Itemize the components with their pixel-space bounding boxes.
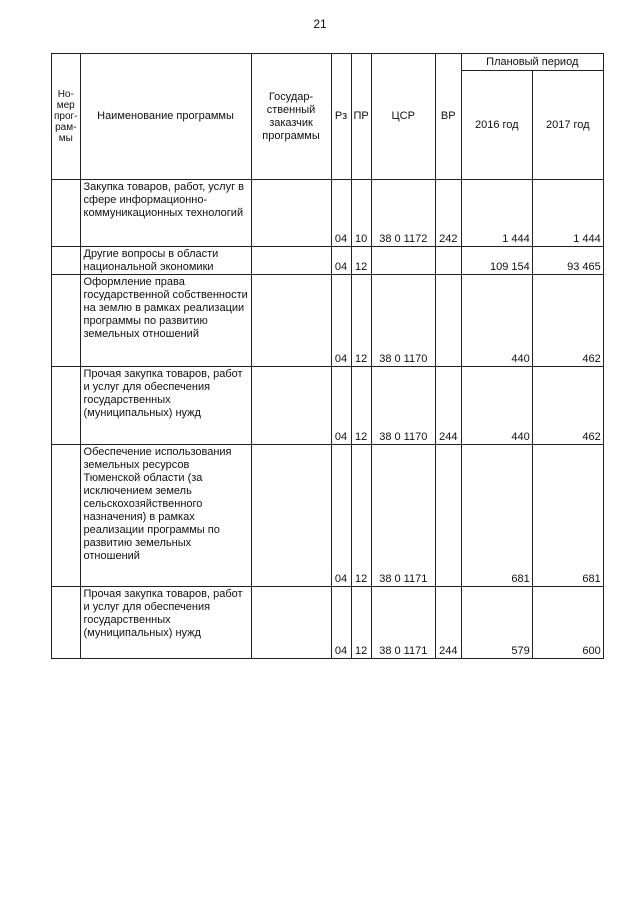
amount-2016: 1 444 <box>461 180 532 247</box>
row-number <box>52 247 81 275</box>
pr-code: 12 <box>351 367 371 445</box>
amount-2016: 681 <box>461 445 532 587</box>
customer <box>251 367 331 445</box>
amount-2016: 440 <box>461 367 532 445</box>
amount-2017: 462 <box>532 275 603 367</box>
rz-code: 04 <box>331 367 351 445</box>
vr-code: 242 <box>435 180 461 247</box>
vr-code: 244 <box>435 587 461 659</box>
rz-code: 04 <box>331 247 351 275</box>
page-number: 21 <box>313 17 327 31</box>
rz-code: 04 <box>331 587 351 659</box>
table-row <box>52 275 604 367</box>
rz-code: 04 <box>331 180 351 247</box>
header-year-2017: 2017 год <box>532 71 603 180</box>
vr-code <box>435 275 461 367</box>
table-row <box>52 367 604 445</box>
amount-2017: 681 <box>532 445 603 587</box>
customer <box>251 587 331 659</box>
csr-code <box>371 247 435 275</box>
amount-2017: 462 <box>532 367 603 445</box>
amount-2016: 440 <box>461 275 532 367</box>
pr-code: 10 <box>351 180 371 247</box>
header-number: Но- мер прог- рам- мы <box>52 54 81 180</box>
header-csr: ЦСР <box>371 54 435 180</box>
program-name: Оформление права государственной собственности на землю в рамках реализации программы по развитию земельных отношений <box>80 275 251 367</box>
header-name: Наименование программы <box>80 54 251 180</box>
pr-code: 12 <box>351 445 371 587</box>
pr-code: 12 <box>351 275 371 367</box>
header-planned-period: Плановый период <box>461 54 603 71</box>
table-row <box>52 445 604 587</box>
table-body <box>52 180 604 659</box>
header-rz: Рз <box>331 54 351 180</box>
csr-code: 38 0 1171 <box>371 587 435 659</box>
amount-2016: 109 154 <box>461 247 532 275</box>
program-name: Другие вопросы в области национальной экономики <box>80 247 251 275</box>
csr-code: 38 0 1171 <box>371 445 435 587</box>
vr-code <box>435 445 461 587</box>
program-name: Прочая закупка товаров, работ и услуг для обеспечения государственных (муниципальных) нужд <box>80 367 251 445</box>
csr-code: 38 0 1170 <box>371 275 435 367</box>
row-number <box>52 587 81 659</box>
table-row <box>52 247 604 275</box>
pr-code: 12 <box>351 587 371 659</box>
vr-code: 244 <box>435 367 461 445</box>
rz-code: 04 <box>331 445 351 587</box>
pr-code: 12 <box>351 247 371 275</box>
customer <box>251 275 331 367</box>
vr-code <box>435 247 461 275</box>
amount-2017: 1 444 <box>532 180 603 247</box>
csr-code: 38 0 1170 <box>371 367 435 445</box>
table-row <box>52 180 604 247</box>
rz-code: 04 <box>331 275 351 367</box>
header-vr: ВР <box>435 54 461 180</box>
header-year-2016: 2016 год <box>461 71 532 180</box>
csr-code: 38 0 1172 <box>371 180 435 247</box>
program-table <box>51 53 604 659</box>
amount-2017: 93 465 <box>532 247 603 275</box>
table-row <box>52 587 604 659</box>
program-name: Закупка товаров, работ, услуг в сфере информационно-коммуникационных технологий <box>80 180 251 247</box>
customer <box>251 247 331 275</box>
row-number <box>52 367 81 445</box>
header-pr: ПР <box>351 54 371 180</box>
amount-2017: 600 <box>532 587 603 659</box>
customer <box>251 445 331 587</box>
row-number <box>52 180 81 247</box>
row-number <box>52 445 81 587</box>
header-customer: Государ- ственный заказчик программы <box>251 54 331 180</box>
amount-2016: 579 <box>461 587 532 659</box>
row-number <box>52 275 81 367</box>
customer <box>251 180 331 247</box>
program-name: Прочая закупка товаров, работ и услуг для обеспечения государственных (муниципальных) нужд <box>80 587 251 659</box>
program-name: Обеспечение использования земельных ресурсов Тюменской области (за исключением земель сельскохозяйственного назначения) в рамках реализации программы по развитию земельных отношений <box>80 445 251 587</box>
